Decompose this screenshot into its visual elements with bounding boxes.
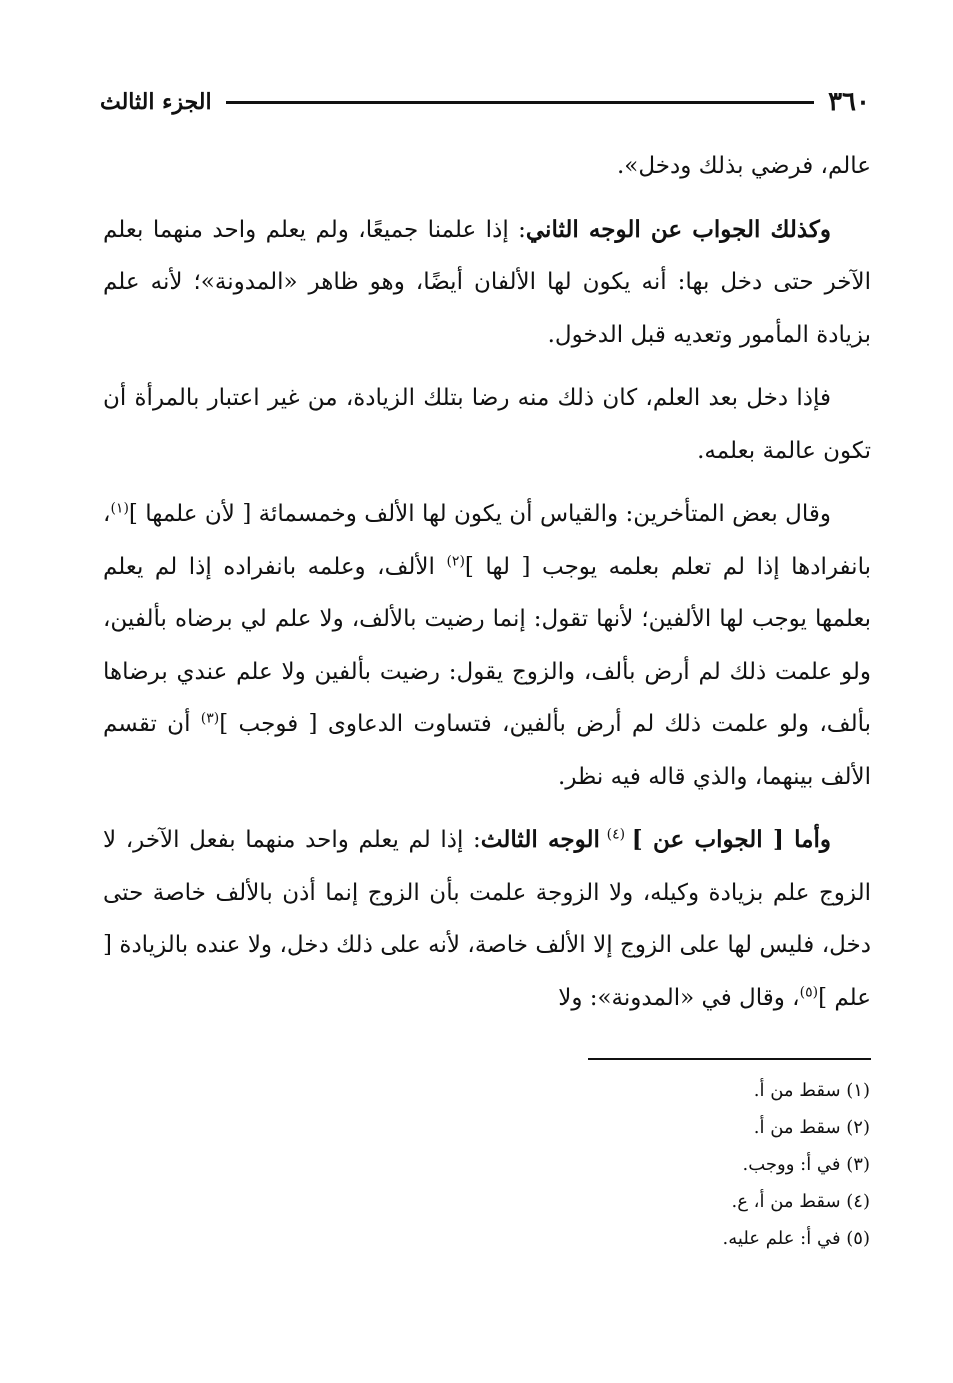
footnote-marker: (٤) (599, 826, 632, 843)
running-title: الجزء الثالث (100, 89, 212, 115)
page-header (100, 82, 870, 122)
text-segment: الألف، وعلمه بانفراده إذا لم يعلم بعلمها يوجب لها الألفين؛ لأنها تقول: إنما رضيت بالألف، ولا علم لي برضاه بألفين، ولو علمت ذلك لم أرض بألف، والزوج يقول: رضيت بألفين ولا علم عندي برضاها بألف، ولو علمت ذلك لم أرض بألفين، فتساوت الدعاوى [ فوجب ] (103, 553, 872, 737)
bold-heading-text: وكذلك الجواب عن الوجه الثاني (525, 215, 831, 243)
bold-heading-text: وأما [ الجواب عن ] (631, 826, 831, 853)
footnote: (١) سقط من أ. (753, 1080, 870, 1101)
text-segment: فإذا دخل بعد العلم، كان ذلك منه رضا بتلك الزيادة، من غير اعتبار بالمرأة أن تكون عالمة بعلمه. (103, 385, 871, 464)
text-segment: : إذا علمنا جميعًا، ولم يعلم واحد منهما بعلم الآخر حتى دخل بها: أنه يكون لها الألفان أيضًا، وهو ظاهر «المدونة»؛ لأنه علم بزيادة المأمور وتعديه قبل الدخول. (103, 216, 871, 348)
text-segment: ، وقال في «المدونة»: ولا (558, 984, 800, 1011)
text-segment: أن تقسم الألف بينهما، والذي قاله فيه نظر. (103, 711, 871, 790)
footnote-marker: (٣) (200, 710, 220, 727)
footnote-marker: (٥) (799, 983, 819, 1000)
header-rule (226, 101, 814, 104)
paragraph (103, 488, 871, 803)
footnote: (٣) في أ: ووجب. (742, 1154, 870, 1175)
paragraph (103, 372, 871, 477)
footnote: (٢) سقط من أ. (753, 1117, 870, 1138)
footnote-separator (588, 1058, 871, 1060)
footnote: (٥) في أ: علم عليه. (722, 1228, 870, 1249)
footnote-marker: (١) (110, 500, 129, 517)
paragraph (103, 140, 871, 193)
bold-heading-text: الوجه الثالث (480, 826, 600, 853)
text-segment: ، بانفرادها إذا لم تعلم بعلمه يوجب [ لها ] (103, 501, 871, 580)
body-text (103, 140, 871, 1035)
paragraph (103, 814, 871, 1024)
text-segment: وقال بعض المتأخرين: والقياس أن يكون لها الألف وخمسمائة [ لأن علمها ] (128, 501, 831, 527)
footnotes (500, 1072, 870, 1257)
footnote-marker: (٢) (446, 552, 465, 569)
text-segment: عالم، فرضي بذلك ودخل». (616, 153, 871, 179)
text-segment: : إذا لم يعلم واحد منهما بفعل الآخر، لا الزوج علم بزيادة وكيله، ولا الزوجة علمت بأن الزوج إنما أذن بالألف خاصة حتى دخل، فليس لها على الزوج إلا الألف خاصة، لأنه على ذلك دخل، ولا عنده بالزيادة [ علم ] (103, 827, 871, 1011)
paragraph (103, 204, 871, 362)
footnote: (٤) سقط من أ، ع. (731, 1191, 870, 1212)
page-number: ٣٦٠ (828, 87, 870, 117)
